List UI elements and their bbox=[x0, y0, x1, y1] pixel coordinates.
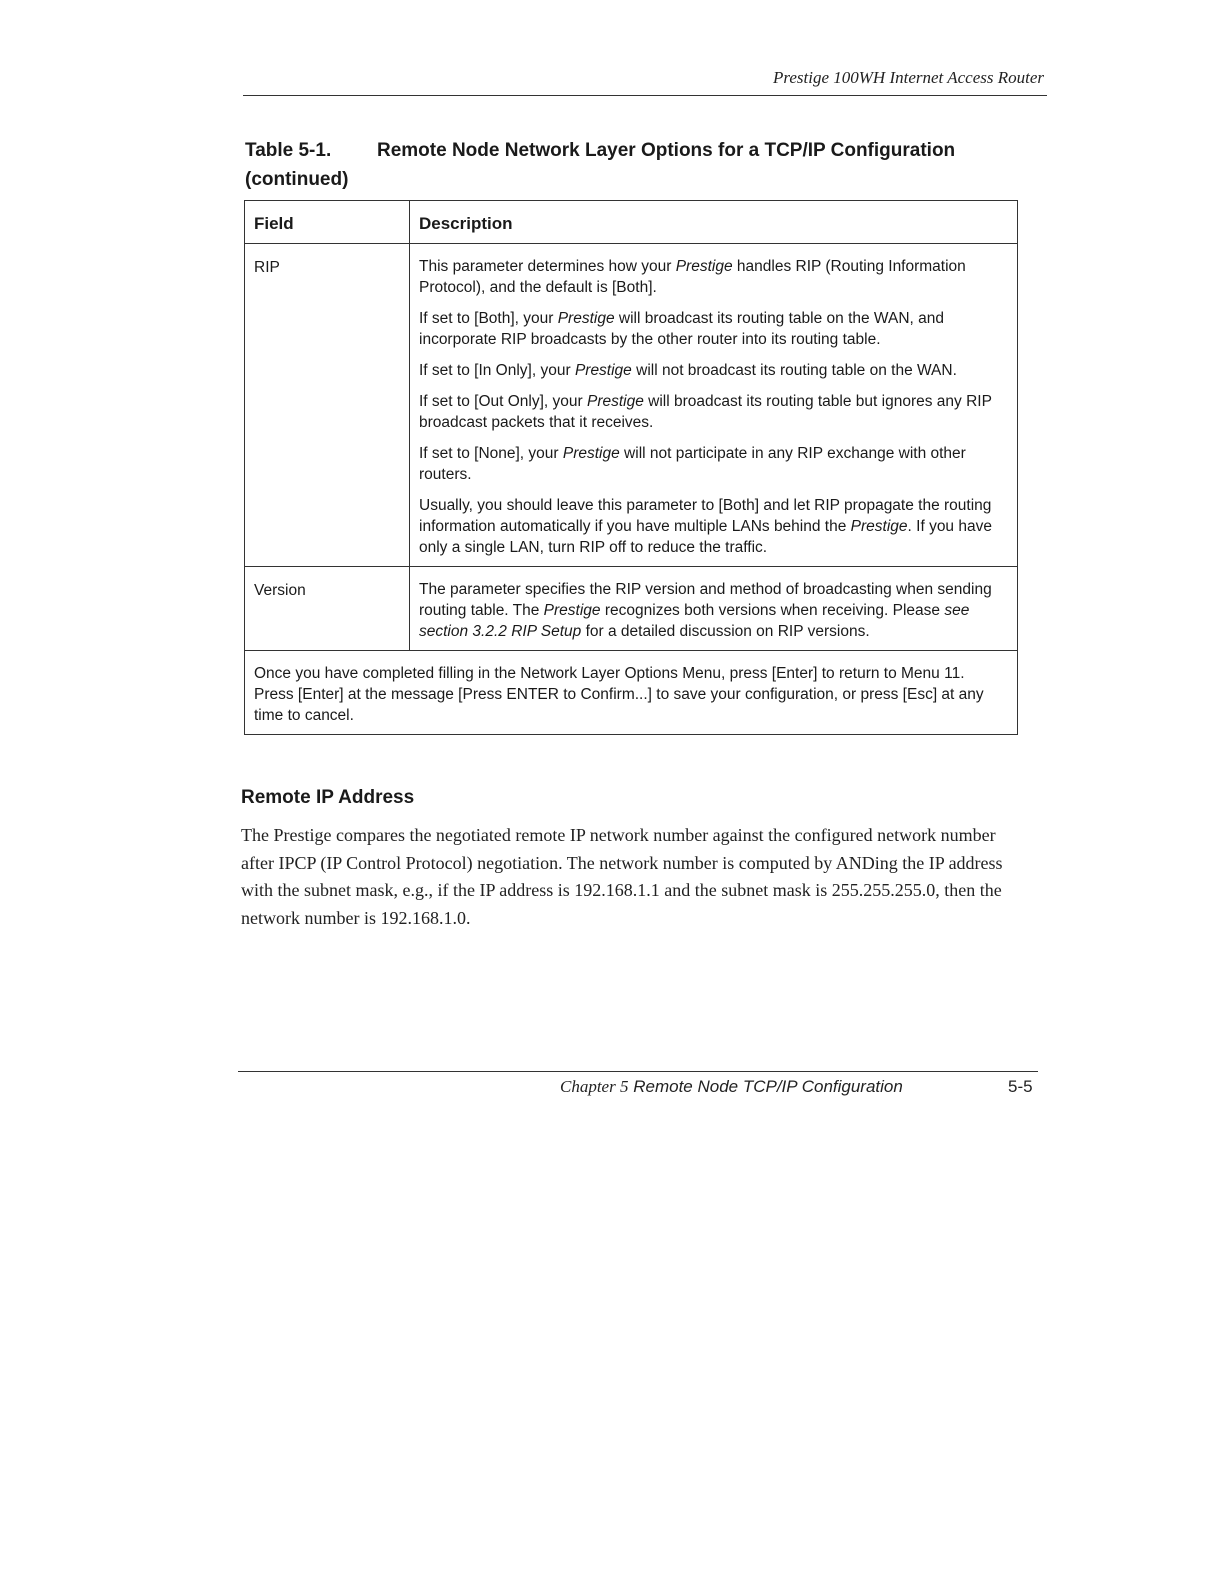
description-paragraph bbox=[419, 308, 1007, 350]
table-note: Once you have completed filling in the Network Layer Options Menu, press [Enter] to return to Menu 11. Press [Enter] at the message [Press ENTER to Confirm...] to save your configuration, or press [Esc] at any time to cancel. bbox=[245, 651, 1018, 735]
table-row bbox=[245, 567, 1018, 651]
italic-text: Prestige bbox=[850, 518, 908, 535]
text-run: This parameter determines how your bbox=[419, 258, 676, 275]
table-header-row bbox=[245, 201, 1018, 244]
text-run: will not participate in any RIP exchange with other routers. bbox=[419, 445, 966, 483]
text-run: The parameter specifies the RIP version and method of broadcasting when sending routing table. The bbox=[419, 581, 992, 619]
text-run: . If you have only a single LAN, turn RIP off to reduce the traffic. bbox=[419, 518, 992, 556]
field-cell: Version bbox=[245, 567, 410, 651]
table-note-row bbox=[245, 651, 1018, 735]
table-caption bbox=[245, 136, 1025, 194]
description-paragraph bbox=[419, 443, 1007, 485]
description-cell bbox=[410, 244, 1018, 567]
text-run: If set to [In Only], your bbox=[419, 362, 575, 379]
running-header: Prestige 100WH Internet Access Router bbox=[773, 68, 1044, 87]
text-run: will broadcast its routing table but ignores any RIP broadcast packets that it receives. bbox=[419, 393, 992, 431]
table-continued: (continued) bbox=[245, 169, 349, 190]
description-paragraph bbox=[419, 391, 1007, 433]
description-paragraph bbox=[419, 495, 1007, 558]
section-heading: Remote IP Address bbox=[241, 787, 415, 808]
text-run: recognizes both versions when receiving. Please bbox=[600, 602, 945, 619]
text-run: If set to [Out Only], your bbox=[419, 393, 587, 410]
column-header-field: Field bbox=[245, 201, 410, 244]
column-header-description: Description bbox=[410, 201, 1018, 244]
options-table bbox=[244, 200, 1018, 735]
description-cell bbox=[410, 567, 1018, 651]
text-run: If set to [Both], your bbox=[419, 310, 558, 327]
description-paragraph bbox=[419, 256, 1007, 298]
text-run: Usually, you should leave this parameter to [Both] and let RIP propagate the routing information automatically if you have multiple LANs behind the bbox=[419, 497, 992, 535]
body-paragraph: The Prestige compares the negotiated remote IP network number against the configured network number after IPCP (IP Control Protocol) negotiation. The network number is computed by ANDing the IP address with the subnet mask, e.g., if the IP address is 192.168.1.1 and the subnet mask is 255.255.255.0, then the network number is 192.168.1.0. bbox=[241, 825, 1003, 928]
italic-text: Prestige bbox=[557, 310, 615, 327]
italic-text: see section 3.2.2 RIP Setup bbox=[419, 602, 970, 640]
italic-text: Prestige bbox=[675, 258, 733, 275]
table-title: Remote Node Network Layer Options for a TCP/IP Configuration bbox=[377, 140, 956, 161]
italic-text: Prestige bbox=[543, 602, 601, 619]
footer-chapter-label: Chapter 5 bbox=[560, 1077, 629, 1096]
field-cell: RIP bbox=[245, 244, 410, 567]
footer-rule bbox=[238, 1071, 1038, 1072]
description-paragraph bbox=[419, 579, 1007, 642]
footer-chapter-title: Remote Node TCP/IP Configuration bbox=[633, 1077, 903, 1096]
italic-text: Prestige bbox=[574, 362, 632, 379]
table-row bbox=[245, 244, 1018, 567]
header-rule bbox=[243, 95, 1047, 96]
text-run: handles RIP (Routing Information Protocol), and the default is [Both]. bbox=[419, 258, 966, 296]
text-run: will broadcast its routing table on the WAN, and incorporate RIP broadcasts by the other router into its routing table. bbox=[419, 310, 944, 348]
text-run: will not broadcast its routing table on the WAN. bbox=[631, 362, 957, 379]
page-number: 5-5 bbox=[1008, 1077, 1033, 1096]
text-run: If set to [None], your bbox=[419, 445, 563, 462]
italic-text: Prestige bbox=[586, 393, 644, 410]
description-paragraph bbox=[419, 360, 1007, 381]
table-number: Table 5-1. bbox=[245, 140, 332, 161]
footer-chapter bbox=[560, 1077, 903, 1097]
italic-text: Prestige bbox=[562, 445, 620, 462]
text-run: for a detailed discussion on RIP versions. bbox=[581, 623, 870, 640]
